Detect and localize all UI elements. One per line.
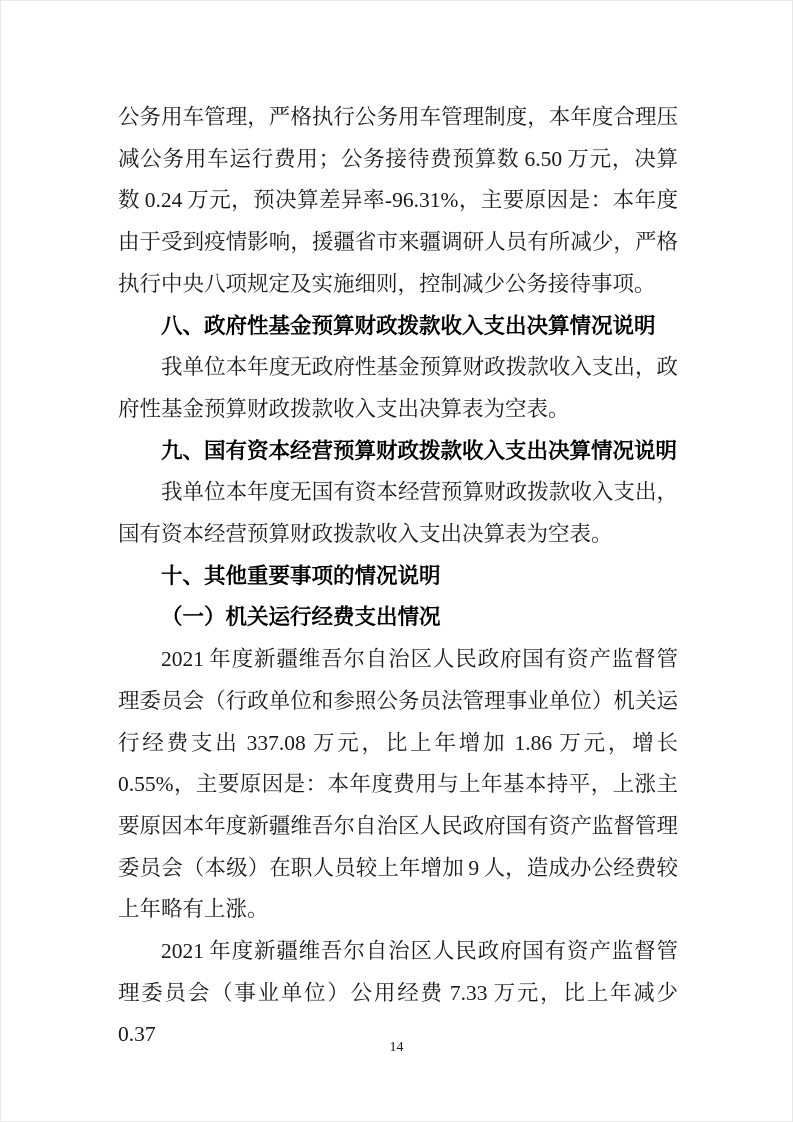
section-heading-8-government-fund-budget: 八、政府性基金预算财政拨款收入支出决算情况说明 bbox=[161, 313, 656, 338]
page-number: 14 bbox=[389, 1040, 404, 1055]
paragraph-agency-operating-expenses-2021: 2021 年度新疆维吾尔自治区人民政府国有资产监督管理委员会（行政单位和参照公务员法管理事业单位）机关运行经费支出 337.08 万元，比上年增加 1.86 万元，增长 0.55%，主要原因是：本年度费用与上年基本持平，上涨主要原因本年度新疆维吾尔自治区人民政府国有资产监督管理委员会（本级）在职人员较上年增加 9 人，造成办公经费较上年略有上涨。 bbox=[118, 647, 678, 922]
section-heading-10-other-important-matters: 十、其他重要事项的情况说明 bbox=[161, 563, 441, 588]
paragraph-vehicle-and-reception-expenses: 公务用车管理，严格执行公务用车管理制度，本年度合理压减公务用车运行费用；公务接待费预算数 6.50 万元，决算数 0.24 万元，预决算差异率-96.31%，主要原因是：本年度由于受到疫情影响，援疆省市来疆调研人员有所减少，严格执行中央八项规定及实施细则，控制减少公务接待事项。 bbox=[118, 105, 678, 296]
section-heading-9-state-capital-budget: 九、国有资本经营预算财政拨款收入支出决算情况说明 bbox=[161, 438, 678, 463]
subsection-heading-1-agency-operating-expenses: （一）机关运行经费支出情况 bbox=[161, 605, 441, 630]
paragraph-state-capital-empty-table: 我单位本年度无国有资本经营预算财政拨款收入支出，国有资本经营预算财政拨款收入支出决算表为空表。 bbox=[118, 480, 678, 547]
page-content bbox=[118, 97, 678, 1056]
paragraph-public-institution-expenses-2021: 2021 年度新疆维吾尔自治区人民政府国有资产监督管理委员会（事业单位）公用经费 7.33 万元，比上年减少 0.37 bbox=[118, 939, 678, 1047]
paragraph-government-fund-empty-table: 我单位本年度无政府性基金预算财政拨款收入支出，政府性基金预算财政拨款收入支出决算表为空表。 bbox=[118, 355, 678, 421]
